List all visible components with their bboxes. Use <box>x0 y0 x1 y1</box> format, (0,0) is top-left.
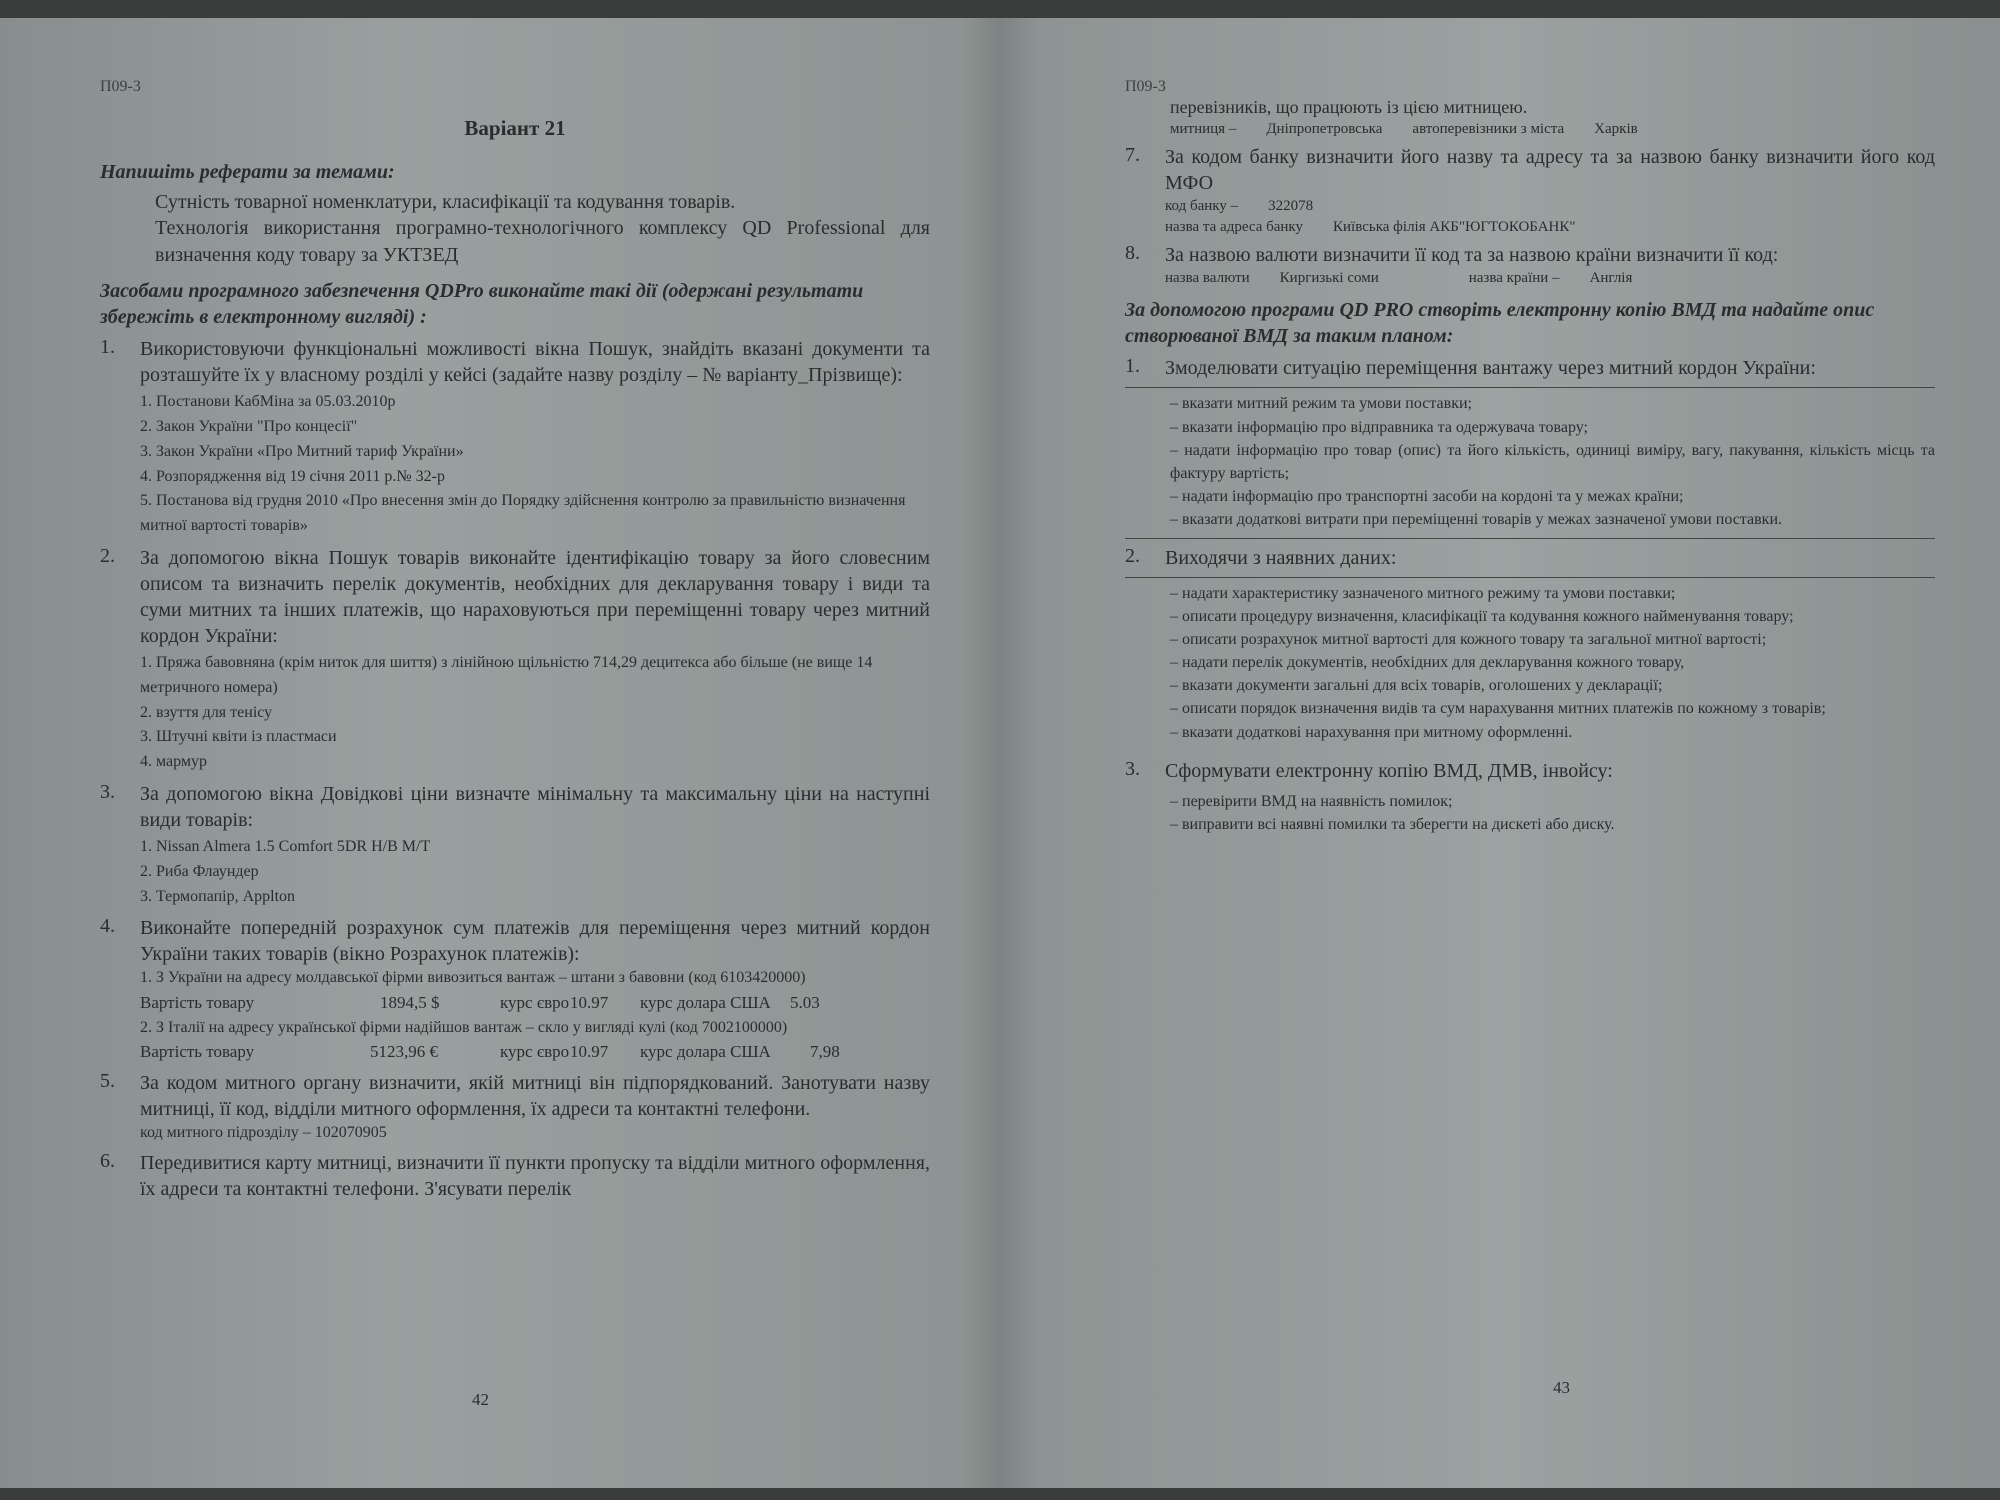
customs-value: Дніпропетровська <box>1266 121 1383 138</box>
city-value: Харків <box>1594 121 1638 138</box>
plan-item <box>1125 355 1935 381</box>
task-number: 1. <box>100 336 115 359</box>
task-subitems <box>140 835 930 909</box>
customs-label: митниця – <box>1170 121 1237 138</box>
divider <box>1125 387 1935 388</box>
divider <box>1125 538 1935 539</box>
bullet: – виправити всі наявні помилки та зберегти на дискеті або диску. <box>1170 816 1615 834</box>
subitem: 2. взуття для тенісу <box>140 703 273 721</box>
essay-topic: Сутність товарної номенклатури, класифікації та кодування товарів. <box>155 191 736 213</box>
bullet: – вказати інформацію про відправника та одержувача товару; <box>1170 418 1588 436</box>
running-head: П09-3 <box>1125 78 1166 95</box>
subitem: 5. Постанова від грудня 2010 «Про внесення змін до Порядку здійснення контролю за правильністю визначення митної вартості товарів» <box>140 492 906 535</box>
cost-value: 5123,96 € <box>370 1042 438 1062</box>
eur-label: курс євро <box>500 1042 570 1062</box>
task-subitems <box>140 651 930 775</box>
plan-list <box>1125 355 1935 381</box>
plan-number: 3. <box>1125 757 1140 780</box>
cargo-desc: 1. З України на адресу молдавської фірми вивозиться вантаж – штани з бавовни (код 6103420000) <box>140 969 806 987</box>
plan-item <box>1125 545 1935 571</box>
task-list <box>100 336 930 1202</box>
task-number: 6. <box>100 1150 115 1173</box>
bullet: – перевірити ВМД на наявність помилок; <box>1170 792 1453 810</box>
bullet: – надати інформацію про транспортні засоби на кордоні та у межах країни; <box>1170 488 1684 506</box>
task-text: Використовуючи функціональні можливості вікна Пошук, знайдіть вказані документи та розташуйте їх у власному розділі у кейсі (задайте назву розділу – № варіанту_Прізвище): <box>140 338 930 387</box>
bank-name-value: Київська філія АКБ"ЮГТОКОБАНК" <box>1333 219 1576 236</box>
task-item <box>100 545 930 775</box>
carriers-label: автоперевізники з міста <box>1412 121 1565 138</box>
task-item <box>100 1150 930 1202</box>
plan-text: Змоделювати ситуацію переміщення вантажу через митний кордон України: <box>1165 357 1816 380</box>
task-item <box>100 915 930 1064</box>
task-item <box>100 336 930 539</box>
subitem: 3. Термопапір, Applton <box>140 887 296 905</box>
essay-heading: Напишіть реферати за темами: <box>100 161 395 183</box>
task-number: 8. <box>1125 242 1140 265</box>
usd-value: 5.03 <box>790 992 820 1012</box>
bank-code-line <box>1165 198 1935 215</box>
subitem: 2. Закон України "Про концесії" <box>140 417 358 435</box>
bullet: – описати процедуру визначення, класифікації та кодування кожного найменування товару; <box>1170 607 1794 625</box>
subitem: 3. Штучні квіти із пластмаси <box>140 728 337 746</box>
plan-list <box>1125 545 1935 571</box>
plan-text: Виходячи з наявних даних: <box>1165 546 1397 569</box>
task-text: Виконайте попередній розрахунок сум платежів для переміщення через митний кордон України таких товарів (вікно Розрахунок платежів): <box>140 917 930 966</box>
task-number: 4. <box>100 915 115 938</box>
task-text: Передивитися карту митниці, визначити її пункти пропуску та відділи митного оформлення, їх адреси та контактні телефони. З'ясувати перелік <box>140 1152 930 1201</box>
running-head: П09-3 <box>100 78 141 95</box>
left-page <box>100 78 930 1208</box>
vmd-heading: За допомогою програми QD PRO створіть електронну копію ВМД та надайте опис створюваної ВМД за таким планом: <box>1125 299 1875 348</box>
task-item <box>100 1070 930 1144</box>
subitem: 1. Пряжа бавовняна (крім ниток для шиття) з лінійною щільністю 714,29 децитекса або більше (не вище 14 метричного номера) <box>140 653 873 696</box>
bullet: – описати розрахунок митної вартості для кожного товару та загальної митної вартості; <box>1170 630 1767 648</box>
plan-number: 1. <box>1125 355 1140 378</box>
task-item <box>1125 144 1935 236</box>
divider <box>1125 577 1935 578</box>
subitem: 1. Постанови КабМіна за 05.03.2010р <box>140 393 396 411</box>
task-text: За кодом банку визначити його назву та адресу та за назвою банку визначити його код МФО <box>1165 146 1935 195</box>
right-page <box>1125 78 1935 842</box>
book-spread <box>0 18 2000 1488</box>
bank-code-label: код банку – <box>1165 198 1239 215</box>
bullet: – вказати додаткові нарахування при митному оформленні. <box>1170 723 1573 741</box>
bank-name-label: назва та адреса банку <box>1165 219 1304 236</box>
plan-bullets <box>1125 392 1935 531</box>
subitem: 2. Риба Флаундер <box>140 862 259 880</box>
currency-line <box>1165 270 1935 287</box>
bullet: – надати характеристику зазначеного митного режиму та умови поставки; <box>1170 584 1676 602</box>
bullet: – вказати митний режим та умови поставки; <box>1170 395 1472 413</box>
cargo-cost-row <box>140 992 930 1015</box>
country-label: назва країни – <box>1468 270 1560 287</box>
qdpro-heading: Засобами програмного забезпечення QDPro виконайте такі дії (одержані результати збережіть в електронному вигляді) : <box>100 280 864 329</box>
eur-label: курс євро <box>500 992 570 1012</box>
task-list-right <box>1125 144 1935 287</box>
cost-label: Вартість товару <box>140 1042 255 1062</box>
bullet: – вказати додаткові витрати при переміщенні товарів у межах зазначеної умови поставки. <box>1170 511 1783 529</box>
task-subitems <box>140 390 930 539</box>
cargo-cost-row <box>140 1041 930 1064</box>
subitem: 3. Закон України «Про Митний тариф України» <box>140 442 464 460</box>
plan-bullets <box>1125 582 1935 744</box>
page-number-left: 42 <box>472 1390 489 1409</box>
usd-label: курс долара США <box>640 1042 771 1062</box>
variant-title: Варіант 21 <box>464 116 566 140</box>
task-item <box>1125 242 1935 287</box>
task-text: За допомогою вікна Пошук товарів виконайте ідентифікацію товару за його словесним описом та визначить перелік документів, необхідних для декларування товару і види та суми митних та інших платежів, що нараховуються при переміщенні товару через митний кордон України: <box>140 546 930 647</box>
subitem: 1. Nissan Almera 1.5 Comfort 5DR H/B M/T <box>140 837 431 855</box>
country-value: Англія <box>1589 270 1633 287</box>
page-number-right: 43 <box>1553 1378 1570 1397</box>
bullet: – надати інформацію про товар (опис) та його кількість, одиниці виміру, вагу, пакування, кількість місць та фактуру вартість; <box>1170 441 1935 482</box>
essay-topics <box>155 189 930 268</box>
cost-label: Вартість товару <box>140 992 255 1012</box>
task-number: 5. <box>100 1069 115 1092</box>
cost-value: 1894,5 $ <box>380 992 440 1012</box>
subitem: 4. Розпорядження від 19 січня 2011 р.№ 32-р <box>140 467 445 485</box>
currency-value: Киргизькі соми <box>1279 270 1379 287</box>
plan-bullets <box>1125 790 1935 836</box>
task-text: За кодом митного органу визначити, якій митниці він підпорядкований. Занотувати назву митниці, її код, відділи митного оформлення, їх адреси та контактні телефони. <box>140 1071 930 1120</box>
bank-name-line <box>1165 219 1935 236</box>
task-number: 3. <box>100 780 115 803</box>
plan-list <box>1125 758 1935 784</box>
eur-value: 10.97 <box>570 992 609 1012</box>
subdivision-code: код митного підрозділу – 102070905 <box>140 1123 387 1141</box>
task-item <box>100 781 930 909</box>
continuation-text: перевізників, що працюють із цією митницею. <box>1170 97 1528 117</box>
essay-topic: Технологія використання програмно-технологічного комплексу QD Professional для визначення коду товару за УКТЗЕД <box>155 217 930 266</box>
usd-label: курс долара США <box>640 992 771 1012</box>
plan-number: 2. <box>1125 544 1140 567</box>
bullet: – описати порядок визначення видів та сум нарахування митних платежів по кожному з товарів; <box>1170 700 1826 718</box>
task-number: 2. <box>100 544 115 567</box>
task-text: За назвою валюти визначити її код та за назвою країни визначити її код: <box>1165 244 1779 267</box>
task-text: За допомогою вікна Довідкові ціни визначте мінімальну та максимальну ціни на наступні види товарів: <box>140 782 930 831</box>
task-number: 7. <box>1125 144 1140 167</box>
currency-label: назва валюти <box>1165 270 1250 287</box>
customs-line <box>1170 121 1935 138</box>
cargo-desc: 2. З Італії на адресу української фірми надійшов вантаж – скло у вигляді кулі (код 7002100000) <box>140 1018 788 1036</box>
eur-value: 10.97 <box>570 1042 609 1062</box>
plan-text: Сформувати електронну копію ВМД, ДМВ, інвойсу: <box>1165 759 1613 782</box>
bullet: – надати перелік документів, необхідних для декларування кожного товару, <box>1170 654 1685 672</box>
subitem: 4. мармур <box>140 753 207 771</box>
bullet: – вказати документи загальні для всіх товарів, оголошених у декларації; <box>1170 677 1663 695</box>
plan-item <box>1125 758 1935 784</box>
usd-value: 7,98 <box>810 1042 840 1062</box>
bank-code-value: 322078 <box>1268 198 1314 215</box>
